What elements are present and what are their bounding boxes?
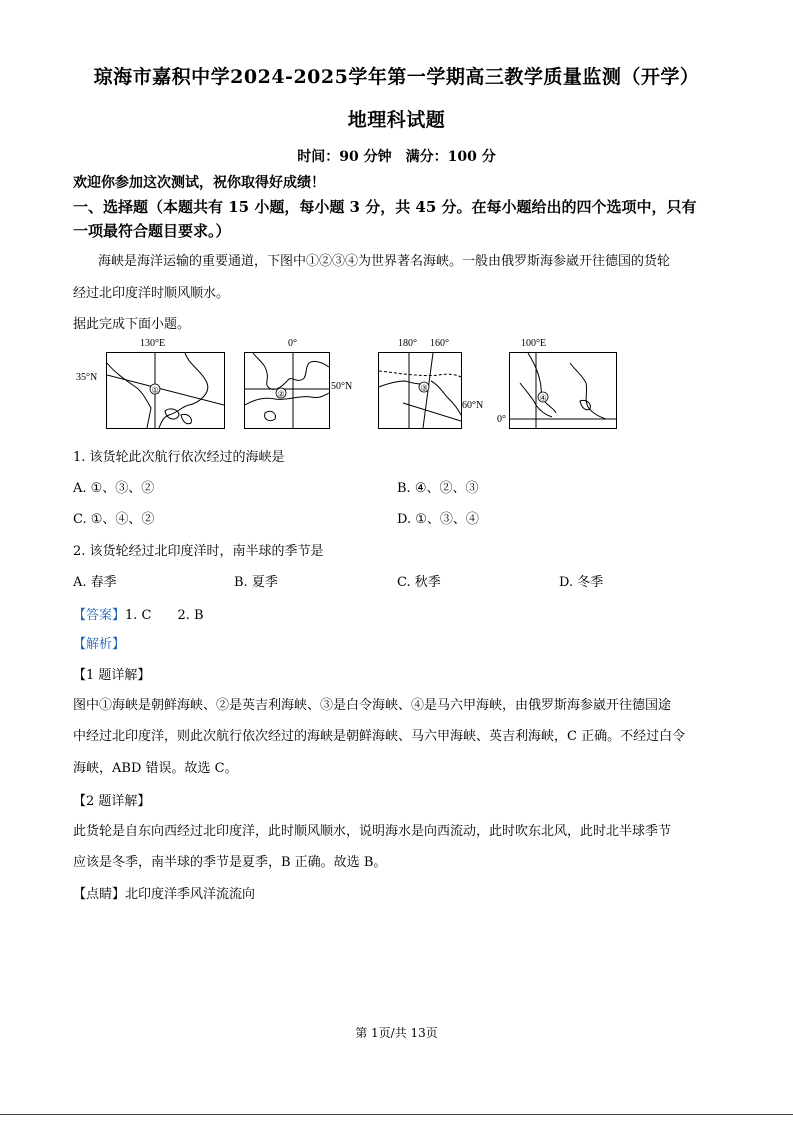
map2-english-channel bbox=[244, 352, 330, 429]
analysis-label: 【解析】 bbox=[73, 637, 126, 652]
time-score: 时间：90 分钟 满分：100 分 bbox=[297, 149, 496, 165]
map2-lon-label: 0° bbox=[288, 338, 297, 349]
q2-option-c: C. 秋季 bbox=[397, 575, 441, 590]
welcome-text: 欢迎你参加这次测试，祝你取得好成绩！ bbox=[73, 175, 325, 191]
map2-lat-label: 50°N bbox=[331, 381, 353, 392]
detail1-line2: 中经过北印度洋，则此次航行依次经过的海峡是朝鲜海峡、马六甲海峡、英吉利海峡，C 正确。不经过白令 bbox=[73, 729, 686, 744]
map3-lat-label: 60°N bbox=[462, 400, 484, 411]
detail2-line2: 应该是冬季，南半球的季节是夏季，B 正确。故选 B。 bbox=[73, 855, 387, 870]
tip-text: 北印度洋季风洋流流向 bbox=[125, 887, 256, 902]
tip-row bbox=[73, 883, 255, 902]
q1-option-d: D. ①、③、④ bbox=[397, 512, 479, 527]
map3-marker: ③ bbox=[420, 383, 428, 393]
q1-option-b: B. ④、②、③ bbox=[397, 481, 479, 496]
answer-label: 【答案】 bbox=[73, 608, 126, 623]
map4-lat-label: 0° bbox=[497, 414, 506, 425]
map1-marker: ① bbox=[151, 385, 159, 395]
q2-stem: 2. 该货轮经过北印度洋时，南半球的季节是 bbox=[73, 544, 324, 559]
tip-label: 【点睛】 bbox=[73, 887, 126, 902]
answer-row bbox=[73, 604, 204, 623]
intro-line3: 据此完成下面小题。 bbox=[73, 317, 191, 332]
q1-option-c: C. ①、④、② bbox=[73, 512, 155, 527]
map3-lon-label2: 160° bbox=[430, 338, 449, 349]
q2-option-d: D. 冬季 bbox=[559, 575, 604, 590]
detail2-label: 【2 题详解】 bbox=[73, 794, 151, 809]
map3-bering-strait bbox=[378, 352, 462, 429]
intro-line1: 海峡是海洋运输的重要通道，下图中①②③④为世界著名海峡。一般由俄罗斯海参崴开往德国的货轮 bbox=[98, 254, 671, 269]
map2-marker: ② bbox=[277, 389, 285, 399]
map4-lon-label: 100°E bbox=[521, 338, 547, 349]
map4-malacca-strait bbox=[509, 352, 617, 429]
strait-maps-figure bbox=[72, 336, 632, 436]
q1-stem: 1. 该货轮此次航行依次经过的海峡是 bbox=[73, 450, 285, 465]
intro-line2: 经过北印度洋时顺风顺水。 bbox=[73, 286, 230, 301]
detail1-line3: 海峡，ABD 错误。故选 C。 bbox=[73, 761, 238, 776]
page-title: 琼海市嘉积中学2024-2025学年第一学期高三教学质量监测（开学） bbox=[93, 66, 700, 88]
page-footer: 第 1页/共 13页 bbox=[355, 1026, 438, 1040]
map3-lon-label: 180° bbox=[398, 338, 417, 349]
map1-korea-strait bbox=[106, 352, 225, 429]
bottom-divider bbox=[0, 1114, 793, 1115]
detail1-label: 【1 题详解】 bbox=[73, 668, 151, 683]
q2-option-a: A. 春季 bbox=[73, 575, 117, 590]
answer-value: 1. C 2. B bbox=[125, 608, 204, 623]
map4-marker: ④ bbox=[539, 393, 547, 403]
detail1-line1: 图中①海峡是朝鲜海峡、②是英吉利海峡、③是白令海峡、④是马六甲海峡，由俄罗斯海参崴开往德国途 bbox=[73, 698, 672, 713]
page-subtitle: 地理科试题 bbox=[347, 109, 446, 131]
detail2-line1: 此货轮是自东向西经过北印度洋，此时顺风顺水，说明海水是向西流动，此时吹东北风，此时北半球季节 bbox=[73, 824, 672, 839]
q1-option-a: A. ①、③、② bbox=[73, 481, 155, 496]
section-heading-line1: 一、选择题（本题共有 15 小题，每小题 3 分，共 45 分。在每小题给出的四个选项中，只有 bbox=[73, 198, 697, 216]
map1-lon-label: 130°E bbox=[140, 338, 166, 349]
map1-lat-label: 35°N bbox=[76, 372, 98, 383]
section-heading-line2: 一项最符合题目要求。） bbox=[73, 222, 231, 240]
q2-option-b: B. 夏季 bbox=[234, 575, 278, 590]
